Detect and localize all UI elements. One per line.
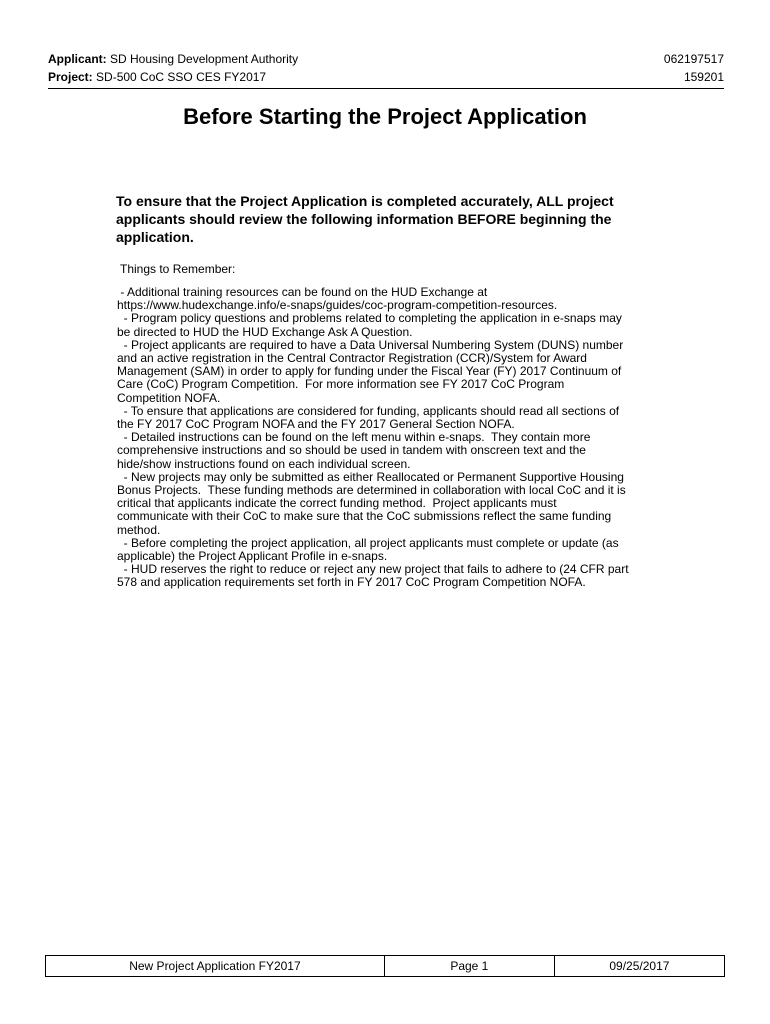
instruction-line: - Additional training resources can be found on the HUD Exchange at — [117, 285, 488, 299]
instruction-line: 578 and application requirements set forth in FY 2017 CoC Program Competition NOFA. — [117, 575, 586, 590]
instruction-line: - Detailed instructions can be found on the left menu within e-snaps. They contain more — [117, 430, 591, 445]
instruction-line: - Before completing the project application, all project applicants must complete or update (as — [117, 535, 619, 550]
instruction-line: - HUD reserves the right to reduce or reject any new project that fails to adhere to (24 CFR part — [117, 562, 629, 577]
things-heading: Things to Remember: — [120, 262, 236, 276]
instruction-line: - Project applicants are required to have a Data Universal Numbering System (DUNS) number — [117, 337, 624, 352]
footer-date: 09/25/2017 — [554, 956, 724, 977]
instruction-line: method. — [117, 522, 161, 537]
instruction-line: Competition NOFA. — [117, 390, 221, 405]
instruction-line: communicate with their CoC to make sure that the CoC submissions reflect the same funding — [117, 509, 612, 524]
page-header — [48, 50, 724, 86]
instruction-line: Management (SAM) in order to apply for funding under the Fiscal Year (FY) 2017 Continuum of — [117, 364, 622, 379]
instruction-line: be directed to HUD the HUD Exchange Ask A Question. — [117, 324, 413, 339]
instruction-line: https://www.hudexchange.info/e-snaps/guides/coc-program-competition-resources. — [117, 298, 558, 313]
header-divider — [48, 88, 724, 89]
instruction-line: critical that applicants indicate the correct funding method. Project applicants must — [117, 496, 557, 511]
project-name: SD-500 CoC SSO CES FY2017 — [96, 70, 267, 84]
page-footer — [45, 955, 725, 977]
page-title: Before Starting the Project Application — [183, 104, 587, 129]
applicant-name: SD Housing Development Authority — [110, 52, 299, 66]
instruction-line: the FY 2017 CoC Program NOFA and the FY 2017 General Section NOFA. — [117, 417, 515, 432]
project-label: Project: — [48, 70, 93, 84]
footer-page-number: Page 1 — [384, 956, 554, 977]
instruction-line: comprehensive instructions and so should be used in tandem with onscreen text and the — [117, 443, 586, 458]
project-field — [48, 68, 266, 86]
instruction-line: Bonus Projects. These funding methods are determined in collaboration with local CoC and it is — [117, 483, 626, 498]
instruction-line: applicable) the Project Applicant Profile in e-snaps. — [117, 549, 388, 564]
instruction-line: - Program policy questions and problems related to completing the application in e-snaps may — [117, 311, 622, 326]
applicant-field — [48, 50, 298, 68]
instruction-line: hide/show instructions found on each individual screen. — [117, 456, 411, 471]
instructions-body — [117, 286, 662, 590]
applicant-id: 062197517 — [663, 52, 724, 66]
intro-paragraph: To ensure that the Project Application is completed accurately, ALL project applicants should review the following information BEFORE beginning the application. — [116, 193, 614, 245]
instruction-line: - New projects may only be submitted as either Reallocated or Permanent Supportive Housing — [117, 469, 624, 484]
project-row — [48, 68, 724, 86]
applicant-label: Applicant: — [48, 52, 107, 66]
footer-document-name: New Project Application FY2017 — [46, 956, 385, 977]
instruction-line: - To ensure that applications are considered for funding, applicants should read all sections of — [117, 403, 620, 418]
applicant-row — [48, 50, 724, 68]
instruction-line: Care (CoC) Program Competition. For more information see FY 2017 CoC Program — [117, 377, 565, 392]
project-id: 159201 — [683, 70, 724, 84]
instruction-line: and an active registration in the Central Contractor Registration (CCR)/System for Award — [117, 351, 587, 366]
